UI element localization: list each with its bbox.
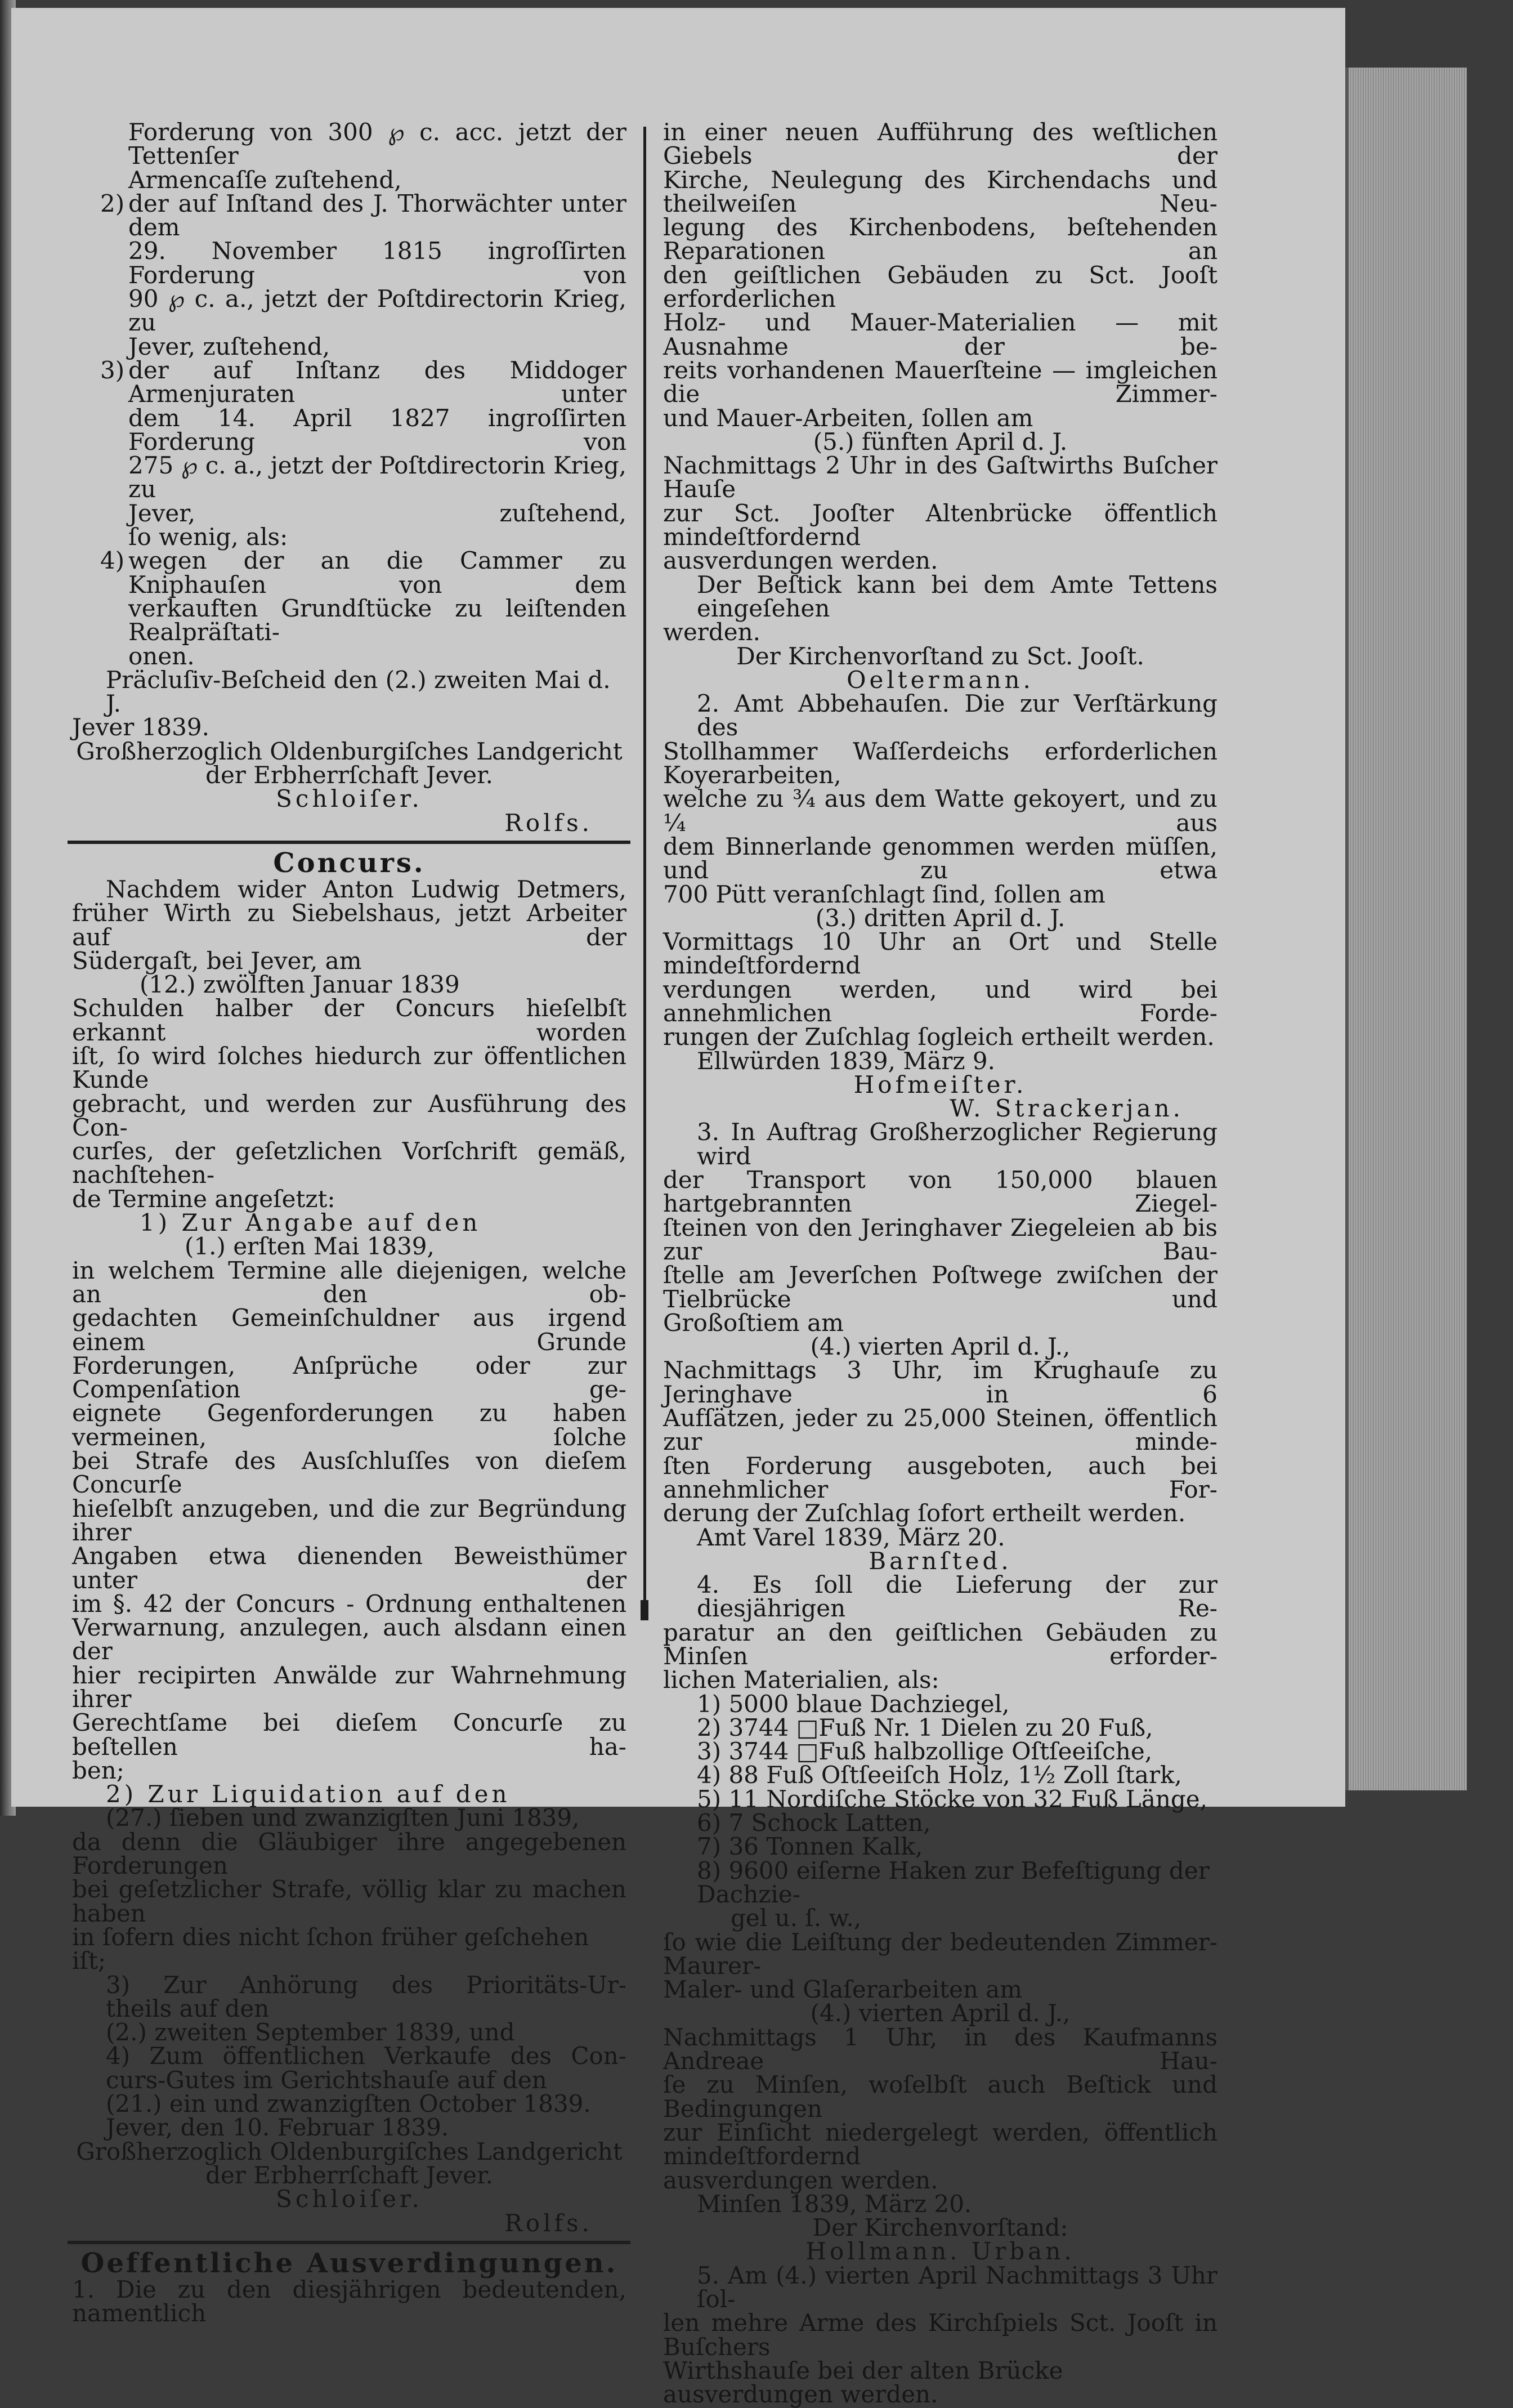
preclusive-line-1: Präcluſiv-Beſcheid den (2.) zweiten Mai d. J. [106, 665, 611, 718]
ausv2-sig-1: Hofmeiſter. [853, 1070, 1027, 1098]
ausv5-line: 5. Am (4.) vierten April Nachmittags 3 Uhr ſol- [697, 2261, 1217, 2313]
ausv3-line: 3. In Auftrag Großherzoglicher Regierung wird [697, 1118, 1217, 1170]
ausv4-item-line: 4) 88 Fuß Oſtſeeiſch Holz, 1½ Zoll ſtark, [697, 1761, 1182, 1789]
ausv1-continued [663, 120, 1217, 430]
term1-body-line: Verwarnung, anzulegen, auch alsdann einen der [72, 1614, 626, 1665]
claims-list [72, 120, 626, 668]
court2-line-1: Großherzoglich Oldenburgiſches Landgericht [76, 2137, 623, 2165]
ausv4-sig-1: Der Kirchenvorſtand: [812, 2214, 1068, 2242]
term1-body-line: Angaben etwa dienenden Beweisthümer unter der [72, 1542, 626, 1594]
ausv2-place: Ellwürden 1839, März 9. [697, 1047, 996, 1075]
section-rule [68, 841, 630, 844]
claim-line: 275 ℘ c. a., jetzt der Poſtdirectorin Krieg, zu [128, 452, 626, 503]
term2-title: 2) Zur Liquidation auf den [106, 1780, 511, 1808]
term1-body-line: hieſelbſt anzugeben, und die zur Begründung ihrer [72, 1494, 626, 1546]
ausv4-items [663, 1692, 1217, 1907]
term1-date: (1.) erſten Mai 1839, [185, 1232, 435, 1261]
ausv1-line: legung des Kirchenbodens, beſtehenden Reparationen an [663, 213, 1217, 265]
claim-line: Jever, zuſtehend, [128, 332, 330, 360]
ausv2-body [663, 692, 1217, 906]
ausv4-c-line: zur Einſicht niedergelegt werden, öffentlich mindeſtfordernd [663, 2118, 1217, 2170]
ausv1-sig-1: Der Kirchenvorſtand zu Sct. Jooſt. [736, 642, 1144, 670]
concurs-heading: Concurs. [273, 847, 426, 879]
preclusive-line-2: Jever 1839. [72, 713, 209, 741]
ausv4-item-line: 7) 36 Tonnen Kalk, [697, 1833, 923, 1861]
ausv1-note [663, 570, 1217, 646]
ausv1-line: und Mauer-Arbeiten, ſollen am [663, 404, 1033, 432]
ausv4-date: (4.) vierten April d. J., [810, 1999, 1071, 2027]
claim-item [72, 549, 626, 668]
claim-item [72, 120, 626, 192]
term3-line: theils auf den [106, 1994, 270, 2022]
claim-line: wegen der an die Cammer zu Kniphauſen von dem [128, 547, 626, 598]
term3-date: (2.) zweiten September 1839, und [106, 2018, 515, 2047]
ausv4-item-line: 3) 3744 □Fuß halbzollige Oſtſeeiſche, [697, 1737, 1153, 1766]
signature-schloiser: Schloiſer. [276, 785, 423, 813]
ausv4-item-line: 1) 5000 blaue Dachziegel, [697, 1690, 1010, 1718]
ausv1-line: in einer neuen Aufführung des weſtlichen Giebels der [663, 118, 1217, 170]
ausv4-item-line: 2) 3744 □Fuß Nr. 1 Dielen zu 20 Fuß, [697, 1713, 1153, 1741]
term4-line: curs-Gutes im Gerichtshauſe auf den [106, 2066, 547, 2094]
divider-ornament [641, 1600, 648, 1620]
ausv2-b-line: rungen der Zuſchlag ſogleich ertheilt werden. [663, 1023, 1215, 1051]
ausv3-body-2 [663, 1356, 1217, 1527]
ausv1-sig-2: Oeltermann. [847, 665, 1034, 694]
court-line-1: Großherzoglich Oldenburgiſches Landgericht [76, 737, 623, 765]
term1-body [72, 1256, 626, 1784]
concurs-intro-line: früher Wirth zu Siebelshaus, jetzt Arbeiter auf der [72, 899, 626, 951]
ausv1-body [663, 454, 1217, 573]
term1-body-line: in welchem Termine alle diejenigen, welche an den ob- [72, 1256, 626, 1308]
ausverdingungen-heading: Oeffentliche Ausverdingungen. [80, 2247, 618, 2279]
ausv1-body-line: Nachmittags 2 Uhr in des Gaſtwirths Buſcher Hauſe [663, 452, 1217, 503]
claim-line: onen. [128, 642, 195, 670]
term1-body-line: Forderungen, Anſprüche oder zur Compenſation ge- [72, 1351, 626, 1404]
ausv4-c-line: ausverdungen werden. [663, 2166, 938, 2194]
concurs-place: Jever, den 10. Februar 1839. [106, 2114, 449, 2142]
term3 [72, 1973, 626, 2021]
term1-body-line: eignete Gegenforderungen zu haben vermeinen, ſolche [72, 1399, 626, 1451]
term1-body-line: gedachten Gemeinſchuldner aus irgend einem Grunde [72, 1304, 626, 1356]
ausv4-line: lichen Materialien, als: [663, 1666, 939, 1694]
term1-body-line: ben; [72, 1756, 124, 1784]
claim-number: 2) [100, 189, 125, 217]
claim-line: Jever, zuſtehend, [128, 499, 626, 527]
court-line-2: der Erbherrſchaft Jever. [205, 761, 493, 789]
column-divider [643, 127, 646, 1613]
claim-line: Armencaſſe zuſtehend, [128, 166, 402, 194]
ausv1-body-line: zur Sct. Jooſter Altenbrücke öffentlich mindeſtfordernd [663, 499, 1217, 551]
claim-item [72, 189, 626, 360]
concurs-body-line: curſes, der geſetzlichen Vorſchrift gemäß, nachſtehen- [72, 1137, 626, 1189]
ausv4-item-line: 8) 9600 eiſerne Haken zur Befeſtigung der Dachzie- [697, 1856, 1210, 1908]
ausv2-b-line: Vormittags 10 Uhr an Ort und Stelle mindeſtfordernd [663, 928, 1217, 980]
ausv2-line: Stollhammer Waſſerdeichs erforderlichen Koyerarbeiten, [663, 737, 1217, 789]
concurs-intro [72, 875, 626, 975]
ausv2-date: (3.) dritten April d. J. [815, 904, 1066, 932]
term4 [72, 2044, 626, 2092]
signature-rolfs: Rolfs. [504, 808, 593, 837]
claim-line: der auf Inſtand des J. Thorwächter unter dem [128, 189, 626, 242]
concurs-date: (12.) zwölften Januar 1839 [140, 971, 460, 999]
concurs-body [72, 994, 626, 1213]
claim-line: 29. November 1815 ingroſſirten Forderung von [128, 237, 626, 289]
ausv1-line: Kirche, Neulegung des Kirchendachs und theilweiſen Neu- [663, 166, 1217, 217]
term1-body-line: hier recipirten Anwälde zur Wahrnehmung ihrer [72, 1661, 626, 1713]
ausv3-b-line: Nachmittags 3 Uhr, im Krughauſe zu Jeringhave in 6 [663, 1356, 1217, 1408]
ausv5-line: Wirthshauſe bei der alten Brücke ausverdungen werden. [663, 2356, 1063, 2408]
concurs-intro-line: Nachdem wider Anton Ludwig Detmers, [106, 875, 626, 903]
claim-line: 90 ℘ c. a., jetzt der Poſtdirectorin Krieg, zu [128, 285, 626, 337]
ausv4-line: paratur an den geiſtlichen Gebäuden zu Minſen erforder- [663, 1618, 1217, 1670]
ausv1-note-line: Der Beſtick kann bei dem Amte Tettens eingeſehen [697, 570, 1217, 622]
ausv3-place: Amt Varel 1839, März 20. [697, 1523, 1005, 1551]
ausv1-line: den geiſtlichen Gebäuden zu Sct. Jooſt erforderlichen [663, 261, 1217, 313]
ausv2-sig-2: W. Strackerjan. [950, 1094, 1184, 1123]
ausv4-c-line: ſe zu Minſen, woſelbſt auch Beſtick und Bedingungen [663, 2071, 1217, 2123]
term1-title: 1) Zur Angabe auf den [140, 1209, 481, 1237]
claim-line: Forderung von 300 ℘ c. acc. jetzt der Tettenſer [128, 118, 626, 170]
ausv2-b-line: verdungen werden, und wird bei annehmlichen Forde- [663, 975, 1217, 1027]
page-edges [1345, 68, 1467, 1790]
ausv3-line: ſtelle am Jeverſchen Poſtwege zwiſchen der Tielbrücke und [663, 1261, 1217, 1313]
ausv4-c-line: Nachmittags 1 Uhr, in des Kaufmanns Andreae Hau- [663, 2023, 1217, 2075]
concurs-body-line: de Termine angeſetzt: [72, 1185, 335, 1213]
ausv1-first-line: 1. Die zu den diesjährigen bedeutenden, namentlich [72, 2275, 626, 2327]
left-column [72, 120, 626, 2325]
right-column [663, 120, 1217, 2407]
ausv3-b-line: derung der Zuſchlag ſofort ertheilt werden. [663, 1499, 1186, 1527]
claim-item [72, 356, 626, 551]
term2-body [72, 1830, 626, 1973]
ausv4-place: Minſen 1839, März 20. [697, 2190, 972, 2218]
ausv3-sig: Barnſted. [869, 1547, 1012, 1575]
court2-line-2: der Erbherrſchaft Jever. [205, 2161, 493, 2189]
term1-body-line: im §. 42 der Concurs - Ordnung enthaltenen [72, 1589, 626, 1618]
signature-rolfs-2: Rolfs. [504, 2209, 593, 2237]
ausv3-b-line: Aufſätzen, jeder zu 25,000 Steinen, öffentlich zur minde- [663, 1404, 1217, 1456]
concurs-body-line: gebracht, und werden zur Ausführung des Con- [72, 1089, 626, 1141]
ausv4-sig-2: Hollmann. Urban. [805, 2237, 1075, 2266]
ausv2-line: dem Binnerlande genommen werden müſſen, und zu etwa [663, 832, 1217, 884]
ausv4-item-line: 6) 7 Schock Latten, [697, 1809, 931, 1837]
ausv3-line: Großoſtiem am [663, 1308, 844, 1337]
ausv2-line: 700 Pütt veranſchlagt ſind, ſollen am [663, 880, 1105, 908]
ausv5-line: len mehre Arme des Kirchſpiels Sct. Jooſt in Buſchers [663, 2309, 1217, 2361]
claim-line: dem 14. April 1827 ingroſſirten Forderung von [128, 404, 626, 455]
term1-body-line: Gerechtſame bei dieſem Concurſe zu beſtellen ha- [72, 1709, 626, 1761]
ausv4-item-line: 5) 11 Nordiſche Stöcke von 32 Fuß Länge, [697, 1785, 1207, 1813]
ausv2-body-2 [663, 930, 1217, 1049]
claim-number: 4) [100, 547, 125, 575]
signature-schloiser-2: Schloiſer. [276, 2185, 423, 2213]
concurs-body-line: Schulden halber der Concurs hieſelbſt erkannt worden [72, 994, 626, 1046]
term4-date: (21.) ein und zwanzigſten October 1839. [106, 2090, 591, 2118]
ausv1-body-line: ausverdungen werden. [663, 547, 938, 575]
ausv4-intro [663, 1573, 1217, 1692]
ausv3-line: der Transport von 150,000 blauen hartgebrannten Ziegel- [663, 1166, 1217, 1218]
ausv4-b-line: ſo wie die Leiſtung der bedeutenden Zimmer-Maurer- [663, 1928, 1217, 1980]
term4-line: 4) Zum öffentlichen Verkaufe des Con- [106, 2042, 626, 2070]
ausv1-note-line: werden. [663, 618, 761, 646]
claim-line: der auf Inſtanz des Middoger Armenjuraten unter [128, 356, 626, 408]
claim-line: ſo wenig, als: [128, 523, 288, 551]
term2-date: (27.) ſieben und zwanzigſten Juni 1839, [106, 1804, 580, 1832]
term2-body-line: bei geſetzlicher Strafe, völlig klar zu machen haben [72, 1875, 626, 1927]
ausv4-body [663, 1928, 1217, 2004]
section-rule-2 [68, 2241, 630, 2244]
ausv1-date: (5.) fünften April d. J. [813, 427, 1068, 455]
ausv4-b-line: Maler- und Glaſerarbeiten am [663, 1976, 1023, 2004]
ausv4-body-2 [663, 2023, 1217, 2194]
ausv1-line: Holz- und Mauer-Materialien — mit Ausnahme der be- [663, 309, 1217, 360]
ausv2-line: 2. Amt Abbehauſen. Die zur Verſtärkung des [697, 690, 1217, 741]
concurs-body-line: iſt, ſo wird ſolches hiedurch zur öffentlichen Kunde [72, 1042, 626, 1094]
ausv3-body [663, 1120, 1217, 1335]
ausv3-date: (4.) vierten April d. J., [810, 1333, 1071, 1361]
ausv1-line: reits vorhandenen Mauerſteine — imgleichen die Zimmer- [663, 356, 1217, 408]
term3-line: 3) Zur Anhörung des Prioritäts-Ur- [106, 1971, 626, 1999]
claim-line: verkauften Grundſtücke zu leiſtenden Realpräſtati- [128, 594, 626, 646]
ausv4-item8-cont: gel u. ſ. w., [731, 1904, 862, 1932]
claim-number: 3) [100, 356, 125, 384]
ausv3-b-line: ſten Forderung ausgeboten, auch bei annehmlicher For- [663, 1451, 1217, 1503]
ausv5-body [663, 2261, 1217, 2408]
ausv3-line: ſteinen von den Jeringhaver Ziegeleien ab bis zur Bau- [663, 1213, 1217, 1265]
concurs-intro-line: Südergaſt, bei Jever, am [72, 946, 362, 975]
term2-body-line: da denn die Gläubiger ihre angegebenen Forderungen [72, 1828, 626, 1880]
term2-body-line: in ſofern dies nicht ſchon früher geſchehen iſt; [72, 1923, 589, 1975]
term1-body-line: bei Strafe des Ausſchluſſes von dieſem Concurſe [72, 1447, 626, 1499]
ausv4-line: 4. Es ſoll die Lieferung der zur diesjährigen Re- [697, 1571, 1217, 1623]
ausv2-line: welche zu ¾ aus dem Watte gekoyert, und zu ¼ aus [663, 785, 1217, 837]
